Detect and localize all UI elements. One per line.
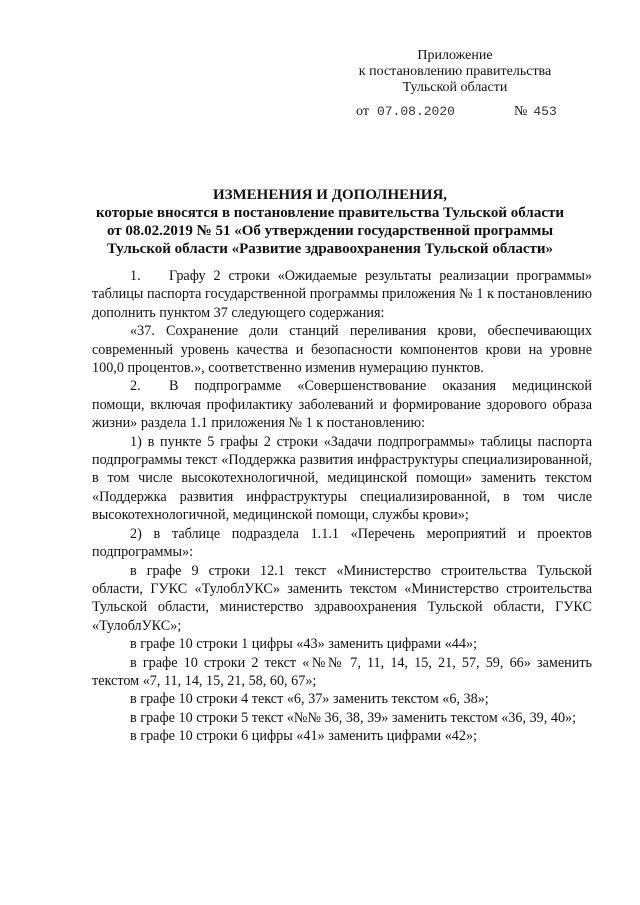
decree-number: [514, 104, 557, 120]
attachment-line-1: Приложение: [417, 48, 493, 63]
title-line-3: от 08.02.2019 № 51 «Об утверждении государственной программы: [106, 223, 554, 239]
date-prefix: от: [356, 104, 369, 119]
attachment-line-3: Тульской области: [402, 80, 508, 95]
document-body: [92, 267, 592, 746]
paragraph-2-item-1: 1) в пункте 5 графы 2 строки «Задачи подпрограммы» таблицы паспорта подпрограммы текст «Поддержка развития инфраструктуры специализированной, в том числе высокотехнологичной, медицинской помощи» заменить текстом «Поддержка развития инфраструктуры специализированной, в том числе высокотехнологичной, медицинской помощи, службы крови»;: [92, 433, 592, 524]
attachment-line-2: к постановлению правительства: [358, 64, 552, 79]
change-row-12-1: в графе 9 строки 12.1 текст «Министерство строительства Тульской области, ГУКС «ТулоблУКС» заменить текстом «Министерство строительства Тульской области, министерство здравоохранения Тульской области, ГУКС «ТулоблУКС»;: [92, 562, 592, 634]
change-row-2: в графе 10 строки 2 текст «№№ 7, 11, 14, 15, 21, 57, 59, 66» заменить текстом «7, 11, 14, 15, 21, 58, 60, 67»;: [92, 654, 592, 689]
change-row-5: в графе 10 строки 5 текст «№№ 36, 38, 39» заменить текстом «36, 39, 40»;: [130, 709, 577, 726]
attachment-header: [330, 48, 580, 96]
paragraph-2: 2. В подпрограмме «Совершенствование оказания медицинской помощи, включая профилактику заболеваний и формирование здорового образа жизни» раздела 1.1 приложения № 1 к постановлению:: [92, 378, 592, 432]
change-row-1: в графе 10 строки 1 цифры «43» заменить цифрами «44»;: [130, 636, 478, 653]
paragraph-2-item-2: 2) в таблице подраздела 1.1.1 «Перечень мероприятий и проектов подпрограммы»:: [92, 525, 592, 561]
document-title: [80, 186, 580, 258]
paragraph-quote-37: «37. Сохранение доли станций переливания крови, обеспечивающих современный уровень качества и безопасности компонентов крови на уровне 100,0 процентов.», соответственно изменив нумерацию пунктов.: [92, 323, 592, 377]
change-row-6: в графе 10 строки 6 цифры «41» заменить цифрами «42»;: [130, 728, 478, 745]
number-label: №: [514, 104, 528, 119]
change-row-4: в графе 10 строки 4 текст «6, 37» заменить текстом «6, 38»;: [130, 691, 489, 708]
date-value: 07.08.2020: [376, 104, 455, 119]
title-line-4: Тульской области «Развитие здравоохранения Тульской области»: [106, 241, 554, 257]
number-value: 453: [533, 104, 557, 119]
title-line-1: ИЗМЕНЕНИЯ И ДОПОЛНЕНИЯ,: [212, 187, 448, 203]
paragraph-1: 1. Графу 2 строки «Ожидаемые результаты реализации программы» таблицы паспорта государственной программы приложения № 1 к постановлению дополнить пунктом 37 следующего содержания:: [92, 268, 592, 321]
title-line-2: которые вносятся в постановление правительства Тульской области: [95, 205, 565, 221]
decree-date: [356, 104, 455, 120]
